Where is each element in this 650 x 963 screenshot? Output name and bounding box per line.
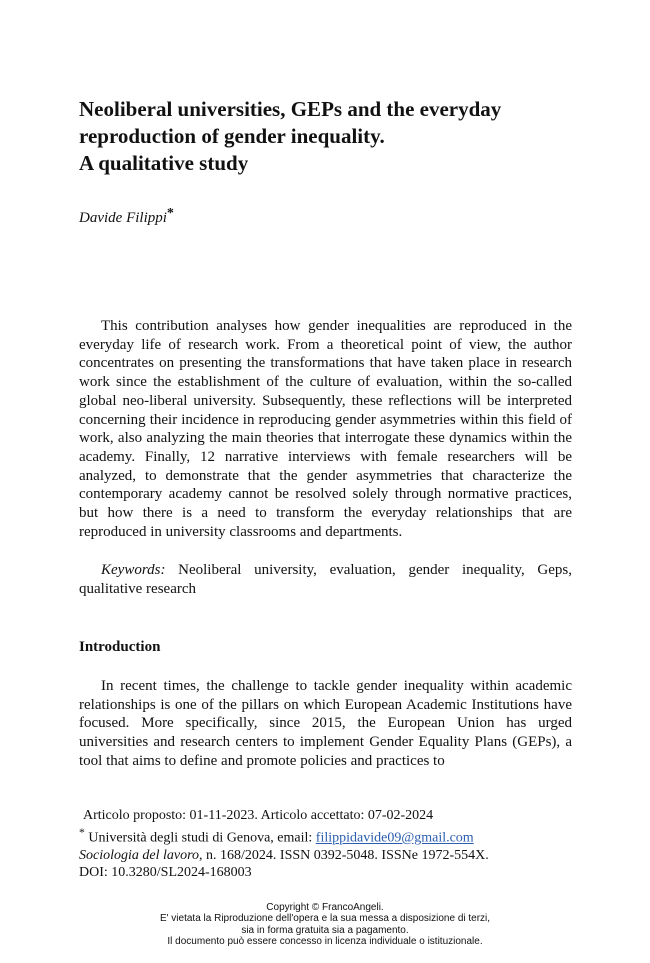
footnotes [79,807,572,881]
journal-name: Sociologia del lavoro [79,848,200,864]
copyright-line-1: Copyright © FrancoAngeli. [266,902,384,913]
author-byline [79,206,174,227]
introduction-paragraph: In recent times, the challenge to tackle gender inequality within academic relationships is one of the pillars on which European Academic Institutions have focused. More specifically, since 2015, the European Union has urged universities and research centers to implement Gender Equality Plans (GEPs), a tool that aims to define and promote policies and practices to [79,678,572,769]
copyright-line-4: Il documento può essere concesso in licenza individuale o istituzionale. [167,936,483,948]
keywords-label: Keywords: [101,562,166,578]
author-footnote-marker: * [166,206,174,221]
author-email-link[interactable]: filippidavide09@gmail.com [315,830,474,846]
copyright-line-2: E' vietata la Riproduzione dell'opera e la sua messa a disposizione di terzi, [159,913,491,925]
title-line-2: reproduction of gender inequality. [79,124,385,148]
keywords-text: Neoliberal university, evaluation, gender inequality, Geps, qualitative research [79,562,572,597]
keywords-paragraph [79,561,572,598]
article-title [79,96,579,177]
title-line-1: Neoliberal universities, GEPs and the everyday [79,97,502,121]
section-heading: Introduction [79,639,161,655]
affiliation-text: Università degli studi di Genova, email: [88,830,316,846]
title-line-3: A qualitative study [79,151,249,175]
submission-dates: Articolo proposto: 01-11-2023. Articolo accettato: 07-02-2024 [83,808,434,823]
abstract-paragraph: This contribution analyses how gender inequalities are reproduced in the everyday life of research work. From a theoretical point of view, the author concentrates on presenting the transformations that have taken place in research work since the establishment of the culture of evaluation, within the so-called global neo-liberal university. Subsequently, these reflections will be interpreted concerning their incidence in reproducing gender asymmetries within this field of work, also analyzing the main theories that interrogate these dynamics within the academy. Finally, 12 narrative interviews with female researchers will be analyzed, to demonstrate that the gender asymmetries that characterize the contemporary academy cannot be resolved solely through normative practices, but how there is a need to transform the everyday relationships that are reproduced in university classrooms and departments. [79,318,572,540]
copyright-line-3: sia in forma gratuita sia a pagamento. [241,924,409,936]
affiliation-marker: * [79,826,85,840]
copyright-notice [0,902,650,948]
doi: DOI: 10.3280/SL2024-168003 [79,865,252,881]
journal-details: , n. 168/2024. ISSN 0392-5048. ISSNe 1972-554X. [199,848,489,864]
affiliation-note [79,824,572,847]
journal-citation [79,847,572,864]
author-name: Davide Filippi [79,210,167,226]
